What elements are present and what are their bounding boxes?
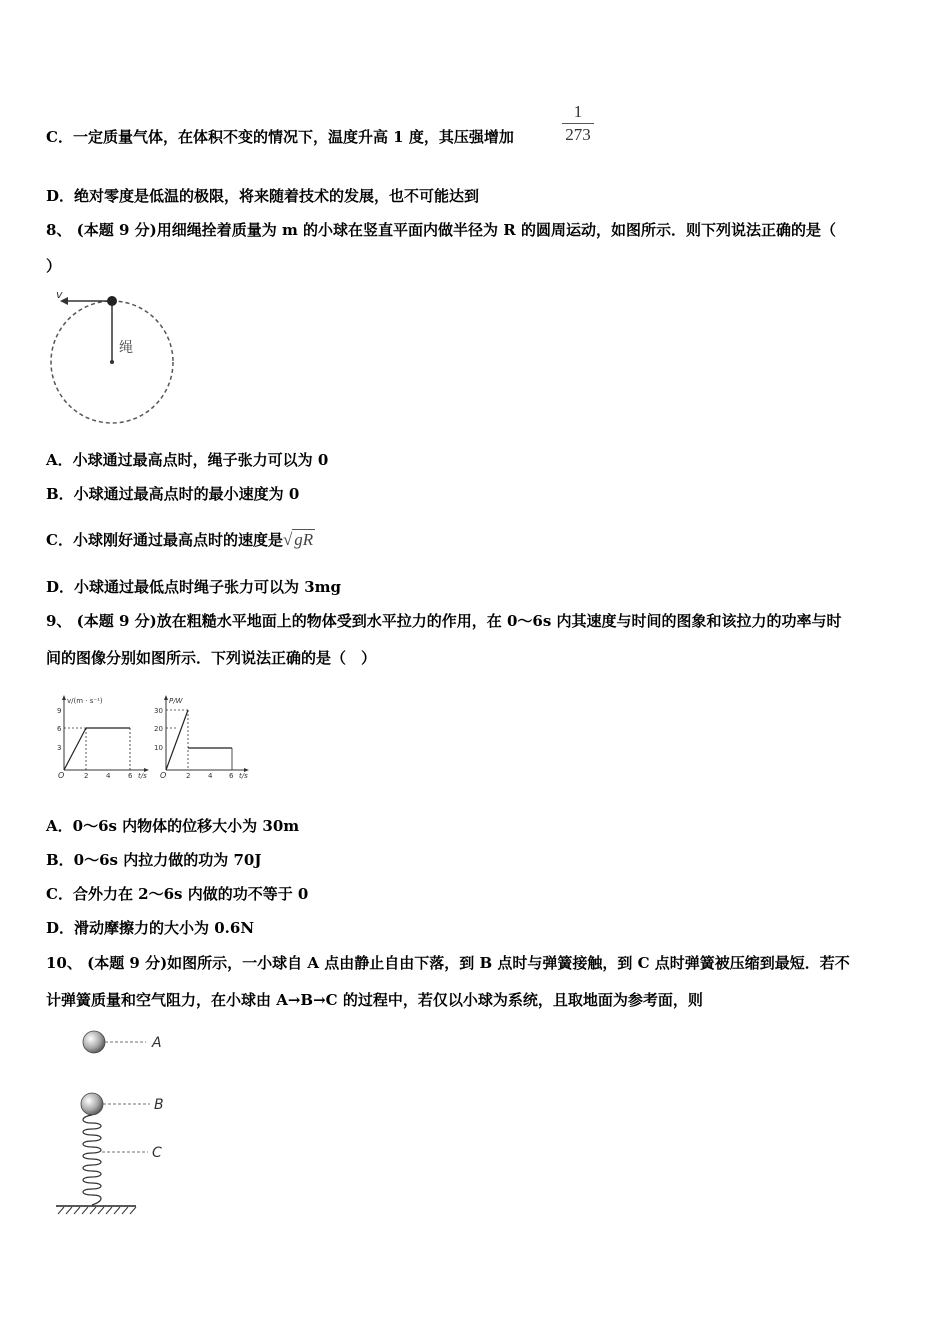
- ball: [107, 296, 117, 306]
- v-graph-xlabel: t/s: [138, 772, 147, 780]
- v-graph-y-arrow: [62, 695, 66, 700]
- q8-option-a: A．小球通过最高点时，绳子张力可以为 0: [46, 451, 329, 469]
- sqrt-radicand: gR: [294, 530, 314, 549]
- p-graph-ramp: [166, 710, 188, 770]
- q7-option-c: [46, 127, 514, 147]
- p-graph-xtick-4: 4: [208, 772, 213, 780]
- q8-stem-line2: ）: [46, 257, 62, 275]
- v-graph-ramp: [64, 728, 86, 770]
- fraction-bar: [562, 123, 594, 124]
- rope-label: 绳: [119, 340, 133, 356]
- p-graph-origin: O: [160, 771, 167, 780]
- sqrt-gR: √ gR: [282, 530, 314, 549]
- fraction-numerator: 1: [573, 102, 583, 121]
- q9-power-time-graph: [152, 692, 252, 780]
- p-graph-ylabel: P/W: [169, 697, 183, 705]
- v-graph-ytick-9: 9: [57, 707, 62, 715]
- p-graph-xlabel: t/s: [239, 772, 248, 780]
- p-graph-ytick-30: 30: [154, 707, 163, 715]
- ball-a: [83, 1031, 105, 1053]
- q9-stem-line1: 9、 (本题 9 分)放在粗糙水平地面上的物体受到水平拉力的作用，在 0～6s 内其速度与时间的图象和该拉力的功率与时: [46, 612, 842, 630]
- q9-option-a: A．0～6s 内物体的位移大小为 30m: [46, 817, 300, 835]
- v-graph-ytick-3: 3: [57, 744, 62, 752]
- q8-stem-line1: 8、 (本题 9 分)用细绳拴着质量为 m 的小球在竖直平面内做半径为 R 的圆周运动，如图所示．则下列说法正确的是（: [46, 221, 836, 239]
- q9-option-b: B．0～6s 内拉力做的功为 70J: [46, 851, 262, 869]
- p-graph-y-arrow: [164, 695, 168, 700]
- v-graph-xtick-4: 4: [106, 772, 111, 780]
- q8-option-b: B．小球通过最高点时的最小速度为 0: [46, 485, 300, 503]
- q9-option-d: D．滑动摩擦力的大小为 0.6N: [46, 919, 255, 937]
- q8-option-c-text: C．小球刚好通过最高点时的速度是: [46, 531, 283, 549]
- q9-option-c: C．合外力在 2～6s 内做的功不等于 0: [46, 885, 309, 903]
- q10-stem-line1: 10、 (本题 9 分)如图所示，一小球自 A 点由静止自由下落，到 B 点时与弹簧接触，到 C 点时弹簧被压缩到最短．若不: [46, 954, 850, 972]
- q9-stem-line2: 间的图像分别如图所示．下列说法正确的是（ ）: [46, 649, 377, 667]
- q10-stem-line2: 计弹簧质量和空气阻力，在小球由 A→B→C 的过程中，若仅以小球为系统，且取地面为参考面，则: [46, 991, 703, 1009]
- p-graph-xtick-2: 2: [186, 772, 191, 780]
- q10-spring-figure: [50, 1024, 180, 1220]
- q8-option-c: [46, 530, 315, 550]
- p-graph-xtick-6: 6: [229, 772, 234, 780]
- q7-option-d: D．绝对零度是低温的极限，将来随着技术的发展，也不可能达到: [46, 187, 480, 205]
- spring-coil: [83, 1115, 101, 1205]
- v-graph-xtick-6: 6: [128, 772, 133, 780]
- ball-b: [81, 1093, 103, 1115]
- q9-velocity-time-graph: [52, 692, 152, 780]
- label-a: A: [152, 1035, 162, 1051]
- p-graph-ytick-20: 20: [154, 725, 163, 733]
- q8-circle-figure: [48, 288, 188, 428]
- q8-option-d: D．小球通过最低点时绳子张力可以为 3mg: [46, 578, 342, 596]
- ground-hatching: [58, 1207, 136, 1214]
- q7-option-c-text: C．一定质量气体，在体积不变的情况下，温度升高 1 度，其压强增加: [46, 128, 514, 146]
- label-c: C: [152, 1145, 162, 1161]
- v-graph-xtick-2: 2: [84, 772, 89, 780]
- v-graph-ytick-6: 6: [57, 725, 62, 733]
- fraction-1-over-273: [560, 102, 596, 145]
- label-b: B: [154, 1097, 164, 1113]
- v-graph-ylabel: v/(m · s⁻¹): [67, 697, 103, 705]
- v-graph-origin: O: [58, 771, 65, 780]
- velocity-label: v: [56, 288, 63, 301]
- p-graph-ytick-10: 10: [154, 744, 163, 752]
- circle-center: [110, 360, 114, 364]
- fraction-denominator: 273: [565, 125, 591, 144]
